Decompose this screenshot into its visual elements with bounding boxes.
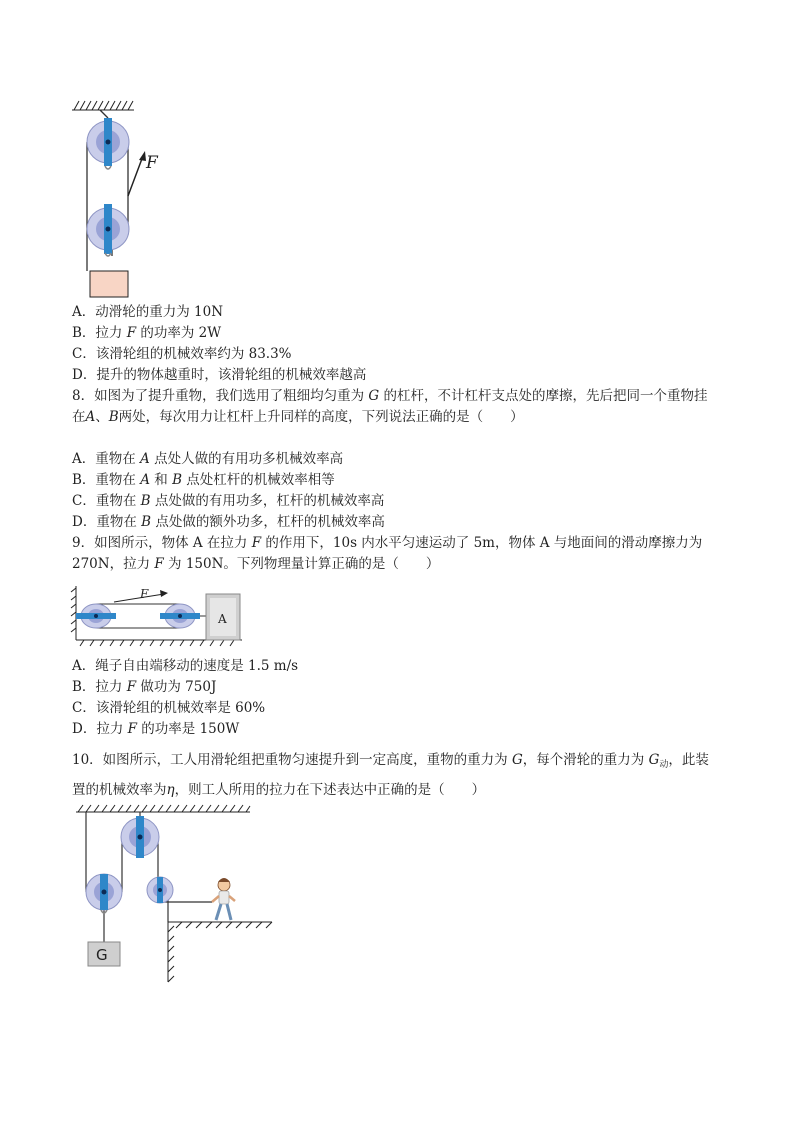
q8-stem-line-2: 在A、B两处，每次用力让杠杆上升同样的高度，下列说法正确的是（ ） — [72, 409, 524, 425]
fixed-pulley-top — [121, 816, 159, 858]
q8-stem-line-1: 8．如图为了提升重物，我们选用了粗细均匀重为 G 的杠杆，不计杠杆支点处的摩擦，先后把同一个重物挂 — [72, 388, 708, 404]
ceiling-hatch — [76, 805, 250, 812]
block-a-label: A — [218, 612, 227, 626]
q7-option-c[interactable]: C．该滑轮组的机械效率约为 83.3% — [72, 346, 292, 362]
q7-option-b[interactable]: B．拉力 F 的功率为 2W — [72, 325, 222, 341]
q10-stem-line-2: 置的机械效率为η，则工人所用的拉力在下述表达中正确的是（ ） — [72, 782, 486, 798]
q9-option-d[interactable]: D．拉力 F 的功率是 150W — [72, 721, 240, 737]
movable-pulley — [87, 204, 129, 256]
q9-option-c[interactable]: C．该滑轮组的机械效率是 60% — [72, 700, 266, 716]
hanging-block — [90, 271, 128, 297]
fixed-pulley — [76, 604, 116, 628]
q7-option-d[interactable]: D．提升的物体越重时，该滑轮组的机械效率越高 — [72, 367, 367, 383]
q10-stem-line-1: 10．如图所示，工人用滑轮组把重物匀速提升到一定高度，重物的重力为 G，每个滑轮的重力为 $G_动$，此装 — [72, 752, 709, 770]
worker-figure — [212, 878, 235, 920]
q8-option-d[interactable]: D．重物在 B 点处做的额外功多，杠杆的机械效率高 — [72, 514, 385, 530]
ceiling-hatch — [72, 101, 134, 110]
ground-ledge — [168, 922, 272, 982]
q7-option-a[interactable]: A．动滑轮的重力为 10N — [72, 304, 224, 320]
movable-pulley — [86, 874, 122, 913]
q9-horizontal-pulley-figure — [70, 582, 248, 648]
q8-option-a[interactable]: A．重物在 A 点处人做的有用功多机械效率高 — [72, 451, 344, 467]
q9-option-b[interactable]: B．拉力 F 做功为 750J — [72, 679, 217, 695]
force-label: F — [146, 153, 158, 173]
force-arrow — [114, 594, 164, 602]
movable-pulley — [160, 604, 200, 628]
q7-pulley-figure — [70, 96, 170, 301]
force-arrow — [128, 156, 143, 196]
force-label: F — [140, 587, 149, 601]
q8-option-c[interactable]: C．重物在 B 点处做的有用功多，杠杆的机械效率高 — [72, 493, 385, 509]
direction-pulley — [147, 877, 173, 903]
q9-stem-line-2: 270N，拉力 F 为 150N。下列物理量计算正确的是（ ） — [72, 556, 440, 572]
q8-option-b[interactable]: B．重物在 A 和 B 点处杠杆的机械效率相等 — [72, 472, 335, 488]
q10-pulley-system-figure — [72, 802, 282, 986]
weight-label: G — [96, 946, 108, 964]
q9-option-a[interactable]: A．绳子自由端移动的速度是 1.5 m/s — [72, 658, 299, 674]
q9-stem-line-1: 9．如图所示，物体 A 在拉力 F 的作用下，10s 内水平匀速运动了 5m，物体 A 与地面间的滑动摩擦力为 — [72, 535, 703, 551]
fixed-pulley — [87, 118, 129, 169]
